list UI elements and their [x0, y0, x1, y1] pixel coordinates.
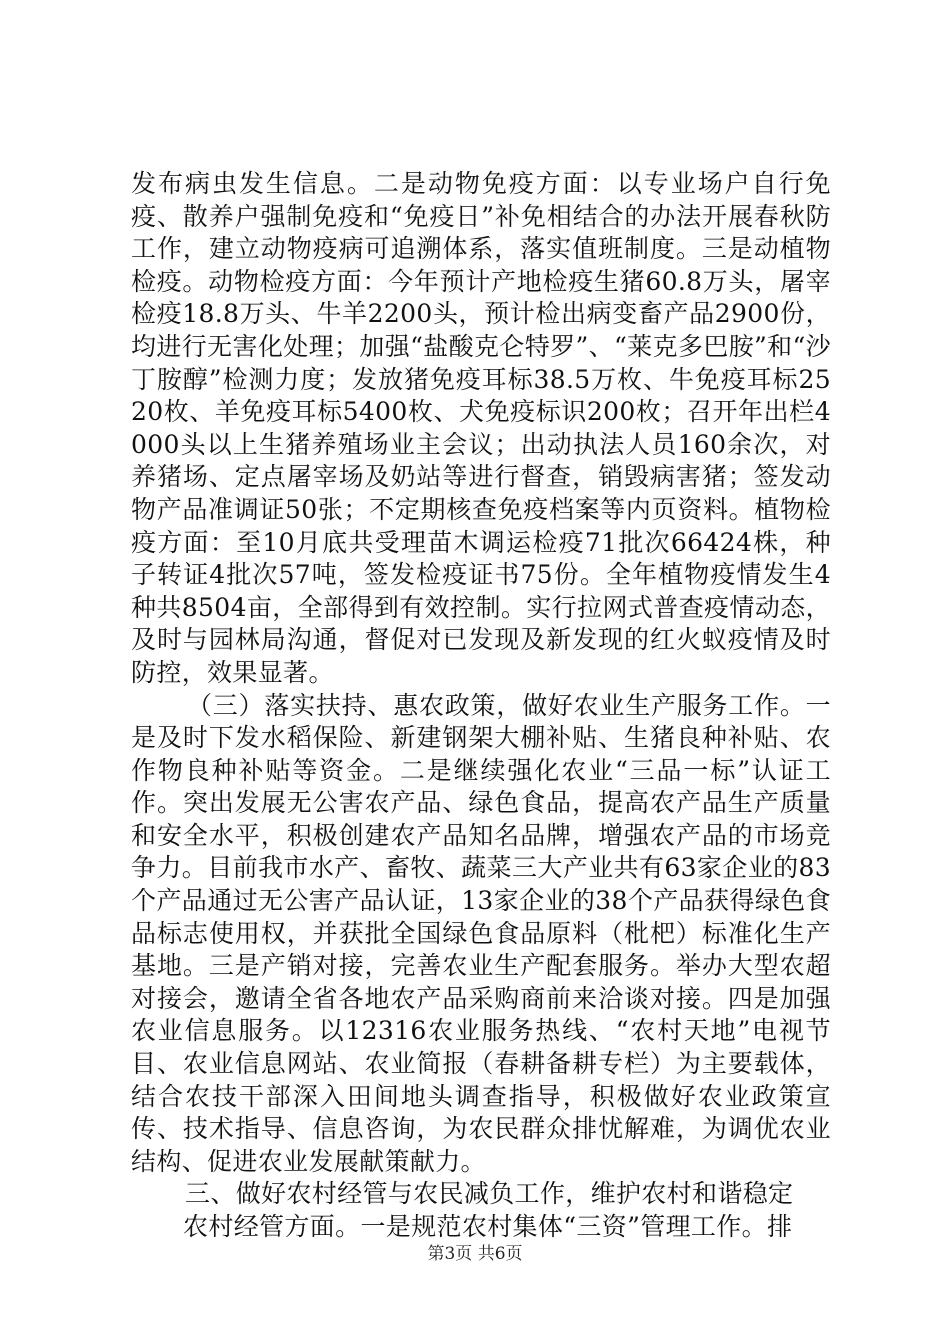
document-body — [131, 168, 831, 1244]
paragraph-section-3: （三）落实扶持、惠农政策，做好农业生产服务工作。一是及时下发水稻保险、新建钢架大棚补贴、生猪良种补贴、农作物良种补贴等资金。二是继续强化农业“三品一标”认证工作。突出发展无公害农产品、绿色食品，提高农产品生产质量和安全水平，积极创建农产品知名品牌，增强农产品的市场竞争力。目前我市水产、畜牧、蔬菜三大产业共有63家企业的83个产品通过无公害产品认证，13家企业的38个产品获得绿色食品标志使用权，并获批全国绿色食品原料（枇杷）标准化生产基地。三是产销对接，完善农业生产配套服务。举办大型农超对接会，邀请全省各地农产品采购商前来洽谈对接。四是加强农业信息服务。以12316农业服务热线、“农村天地”电视节目、农业信息网站、农业简报（春耕备耕专栏）为主要载体，结合农技干部深入田间地头调查指导，积极做好农业政策宣传、技术指导、信息咨询，为农民群众排忧解难，为调优农业结构、促进农业发展献策献力。 — [131, 690, 831, 1176]
page-number-footer: 第3页 共6页 — [427, 1244, 523, 1264]
paragraph-continuation: 发布病虫发生信息。二是动物免疫方面：以专业场户自行免疫、散养户强制免疫和“免疫日”补免相结合的办法开展春秋防工作，建立动物疫病可追溯体系，落实值班制度。三是动植物检疫。动物检疫方面：今年预计产地检疫生猪60.8万头，屠宰检疫18.8万头、牛羊2200头，预计检出病变畜产品2900份，均进行无害化处理；加强“盐酸克仑特罗”、“莱克多巴胺”和“沙丁胺醇”检测力度；发放猪免疫耳标38.5万枚、牛免疫耳标2520枚、羊免疫耳标5400枚、犬免疫标识200枚；召开年出栏4000头以上生猪养殖场业主会议；出动执法人员160余次，对养猪场、定点屠宰场及奶站等进行督查，销毁病害猪；签发动物产品准调证50张；不定期核查免疫档案等内页资料。植物检疫方面：至10月底共受理苗木调运检疫71批次66424株，种子转证4批次57吨，签发检疫证书75份。全年植物疫情发生4种共8504亩，全部得到有效控制。实行拉网式普查疫情动态，及时与园林局沟通，督促对已发现及新发现的红火蚁疫情及时防控，效果显著。 — [131, 169, 831, 687]
paragraph-rural-management: 农村经管方面。一是规范农村集体“三资”管理工作。排 — [183, 1212, 793, 1241]
section-heading: 三、做好农村经管与农民减负工作，维护农村和谐稳定 — [185, 1179, 794, 1209]
